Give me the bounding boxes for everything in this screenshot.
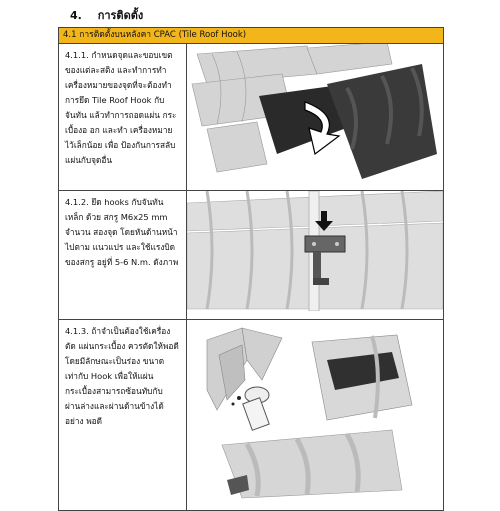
step-text-1: 4.1.1. กำหนดจุดและขอบเขต ของแต่ละสติง และทำการทำ เครื่องหมายของจุดที่จะต้องทำ การยึด Tile Roof Hook กับ จันทัน แล้วทำการถอดแผ่น กระเบื้องอ อก และทำ เครื่องหมายไว้เล็กน้อย เพื่อ ป้องกันการสลับแผ่นกับจุดอื่น <box>59 44 187 191</box>
step-illustration-1 <box>187 44 444 191</box>
step-row-2 <box>59 191 444 320</box>
step-row-3 <box>59 320 444 511</box>
table-header: 4.1 การติดตั้งบนหลังคา CPAC (Tile Roof Hook) <box>59 28 444 44</box>
installation-table <box>58 27 444 511</box>
step-illustration-3 <box>187 320 444 511</box>
step-text-3: 4.1.3. ถ้าจำเป็นต้องใช้เครื่องตัด แผ่นกระเบื้อง ควรตัดให้พอดี โดยมีลักษณะเป็นร่อง ขนาด เท่ากับ Hook เพื่อให้แผ่น กระเบื้องสามารถซ้อนทับกับ ผ่านล่างและผ่านด้านข้างได้อย่าง พอดี <box>59 320 187 511</box>
section-number: 4. <box>70 9 82 22</box>
cutting-tool-graphic <box>232 387 270 430</box>
dark-tile-graphic <box>327 64 437 179</box>
step-text-2: 4.1.2. ยึด hooks กับจันทันเหล็ก ด้วย สกรู M6x25 mm จำนวน สองจุด โดยหันด้านหน้าไปตาม แนวแปร และใช้แรงบิดของสกรู อยู่ที่ 5-6 N.m. ดังภาพ <box>59 191 187 320</box>
section-title: การติดตั้ง <box>97 9 144 22</box>
section-heading <box>70 6 143 24</box>
step-row-1 <box>59 44 444 191</box>
step-illustration-2 <box>187 191 444 320</box>
